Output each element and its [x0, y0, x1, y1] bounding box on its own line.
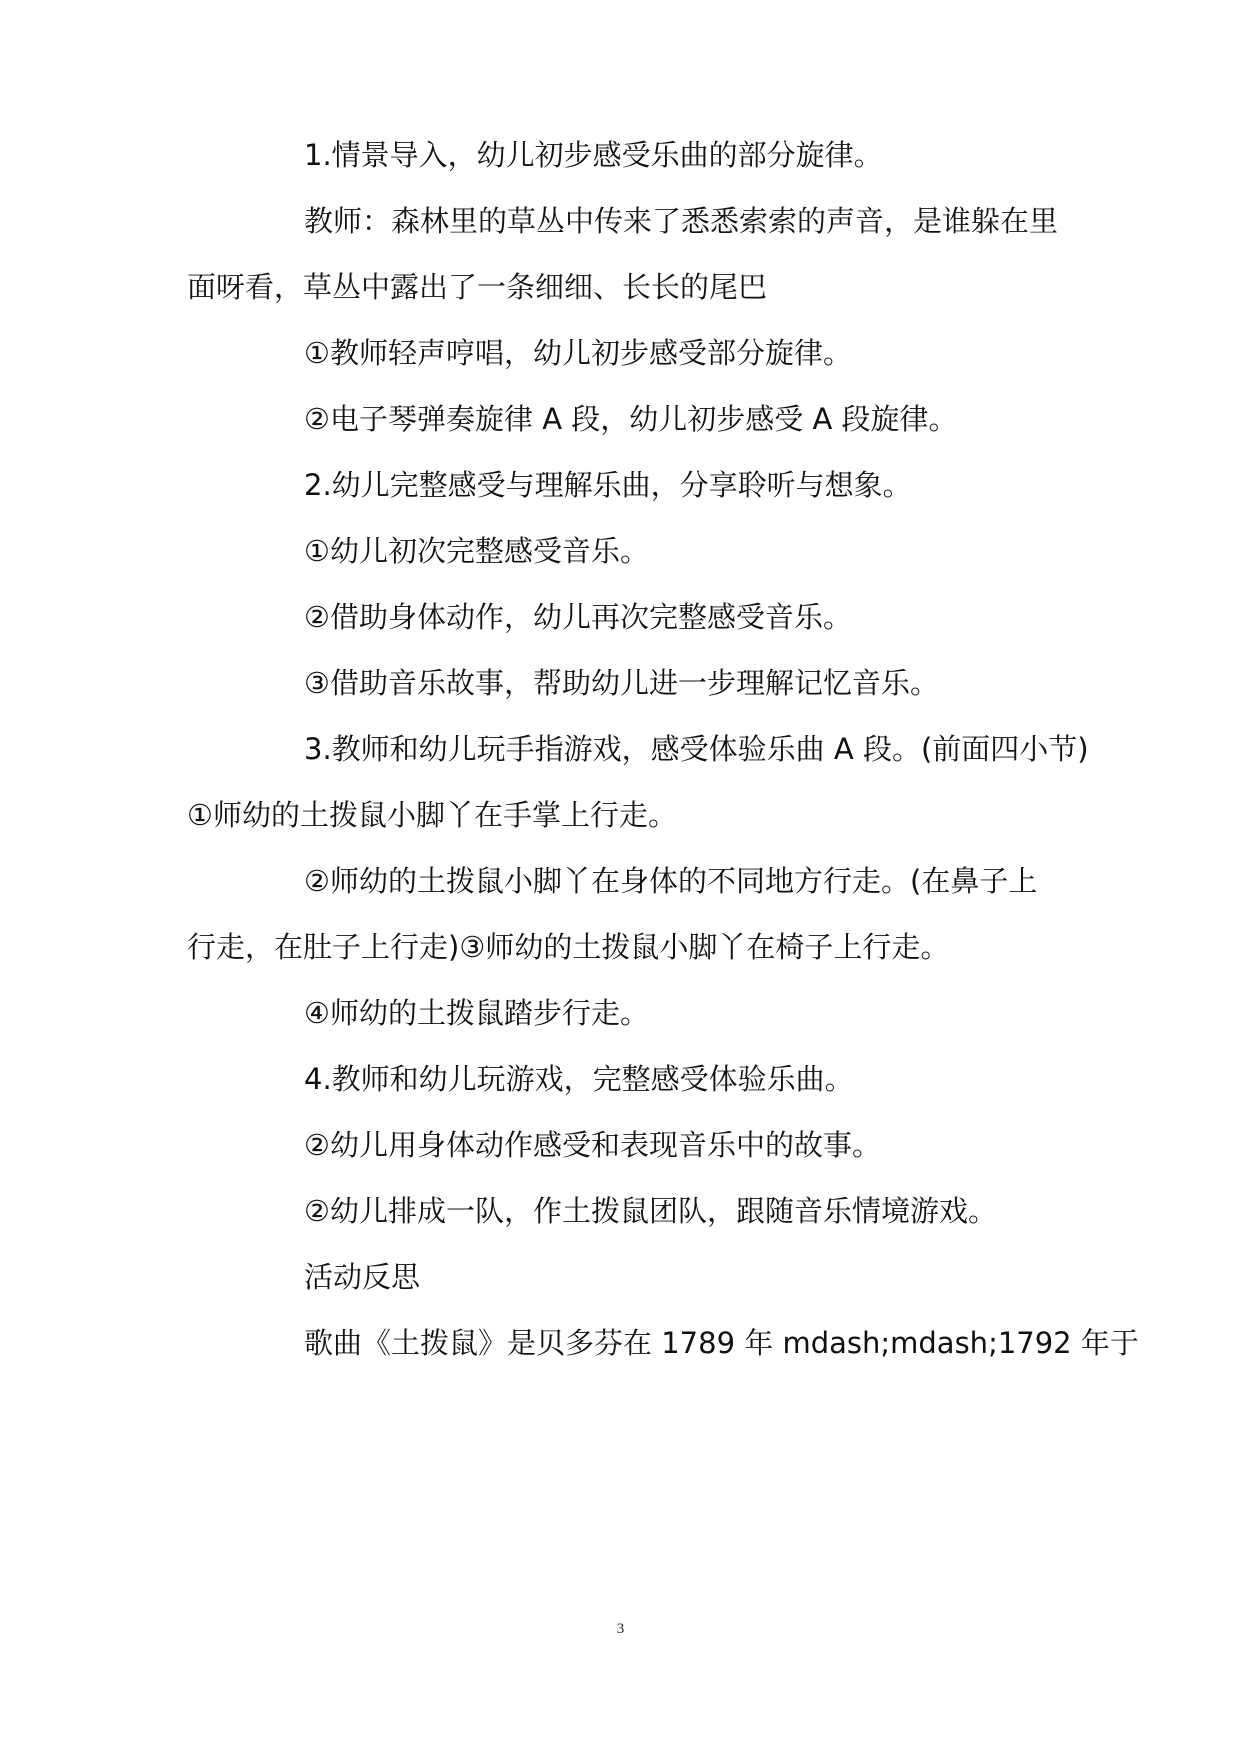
step-4-heading: 4.教师和幼儿玩游戏，完整感受体验乐曲。: [304, 1062, 854, 1096]
step-4-item-2: ②幼儿排成一队，作土拨鼠团队，跟随音乐情境游戏。: [304, 1194, 997, 1228]
teacher-dialogue-line-1: 教师：森林里的草丛中传来了悉悉索索的声音，是谁躲在里: [304, 204, 1059, 238]
step-3-item-2-line-1: ②师幼的土拨鼠小脚丫在身体的不同地方行走。(在鼻子上: [304, 864, 1038, 898]
step-3-heading: 3.教师和幼儿玩手指游戏，感受体验乐曲 A 段。(前面四小节): [304, 732, 1089, 766]
reflection-paragraph-line-1: 歌曲《土拨鼠》是贝多芬在 1789 年 mdash;mdash;1792 年于: [304, 1326, 1139, 1360]
step-1-heading: 1.情景导入，幼儿初步感受乐曲的部分旋律。: [304, 138, 883, 172]
step-2-item-3: ③借助音乐故事，帮助幼儿进一步理解记忆音乐。: [304, 666, 939, 700]
step-3-item-1: ①师幼的土拨鼠小脚丫在手掌上行走。: [187, 798, 677, 832]
step-3-item-4: ④师幼的土拨鼠踏步行走。: [304, 996, 649, 1030]
teacher-dialogue-line-2: 面呀看，草丛中露出了一条细细、长长的尾巴: [187, 270, 768, 304]
step-2-item-2: ②借助身体动作，幼儿再次完整感受音乐。: [304, 600, 852, 634]
step-3-item-2-line-2: 行走，在肚子上行走)③师幼的土拨鼠小脚丫在椅子上行走。: [187, 930, 950, 964]
page-number: 3: [616, 1621, 625, 1637]
step-2-item-1: ①幼儿初次完整感受音乐。: [304, 534, 649, 568]
step-4-item-1: ②幼儿用身体动作感受和表现音乐中的故事。: [304, 1128, 881, 1162]
step-2-heading: 2.幼儿完整感受与理解乐曲，分享聆听与想象。: [304, 468, 912, 502]
step-1-item-1: ①教师轻声哼唱，幼儿初步感受部分旋律。: [304, 336, 852, 370]
step-1-item-2: ②电子琴弹奏旋律 A 段，幼儿初步感受 A 段旋律。: [304, 402, 958, 436]
reflection-heading: 活动反思: [304, 1260, 421, 1294]
